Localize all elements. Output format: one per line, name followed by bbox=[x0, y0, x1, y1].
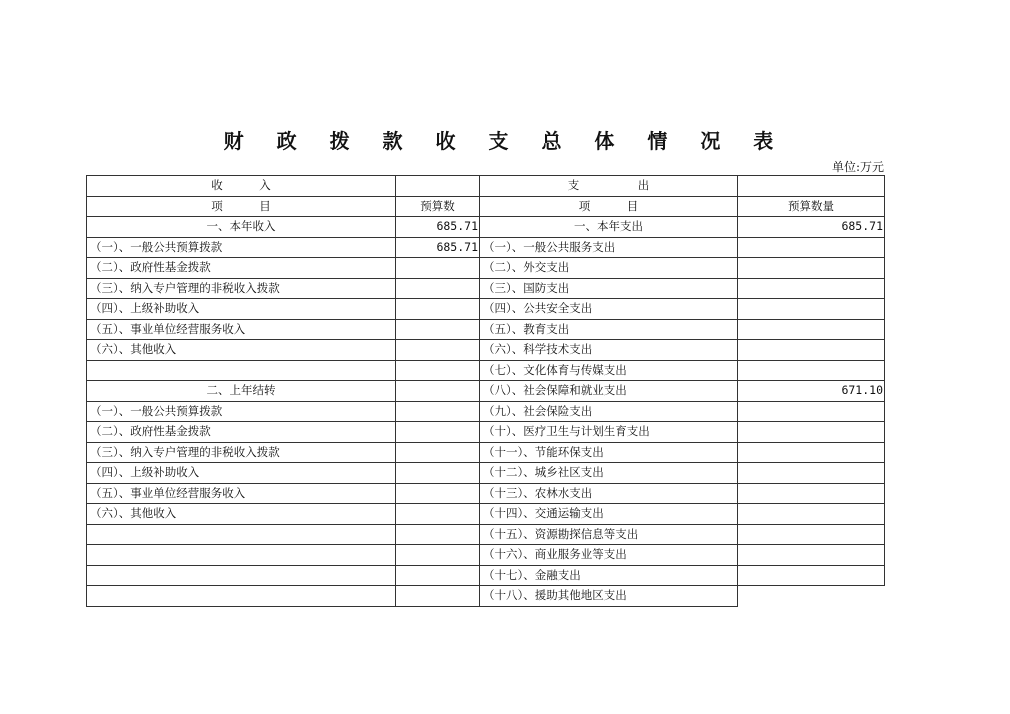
income-value-cell bbox=[396, 422, 480, 443]
expense-header-blank bbox=[738, 176, 885, 197]
income-item-cell: （一）、一般公共预算拨款 bbox=[87, 401, 396, 422]
income-item-cell bbox=[87, 586, 396, 607]
income-item-cell bbox=[87, 524, 396, 545]
table-row bbox=[87, 565, 885, 586]
expense-item-cell: （十八）、援助其他地区支出 bbox=[480, 586, 738, 607]
income-value-cell bbox=[396, 319, 480, 340]
income-item-cell: （三）、纳入专户管理的非税收入拨款 bbox=[87, 442, 396, 463]
expense-item-cell: （九）、社会保险支出 bbox=[480, 401, 738, 422]
income-item-cell: （六）、其他收入 bbox=[87, 340, 396, 361]
table-row bbox=[87, 319, 885, 340]
table-row bbox=[87, 483, 885, 504]
income-item-cell: （三）、纳入专户管理的非税收入拨款 bbox=[87, 278, 396, 299]
expense-value-cell bbox=[738, 565, 885, 586]
income-budget-header: 预算数 bbox=[396, 196, 480, 217]
income-item-cell bbox=[87, 360, 396, 381]
expense-value-cell bbox=[738, 483, 885, 504]
expense-value-cell bbox=[738, 524, 885, 545]
income-value-cell bbox=[396, 278, 480, 299]
expense-value-cell bbox=[738, 278, 885, 299]
expense-value-cell bbox=[738, 463, 885, 484]
expense-value-cell bbox=[738, 401, 885, 422]
income-value-cell bbox=[396, 442, 480, 463]
income-value-cell bbox=[396, 299, 480, 320]
expense-item-header: 项 目 bbox=[480, 196, 738, 217]
income-item-cell bbox=[87, 545, 396, 566]
expense-value-cell bbox=[738, 360, 885, 381]
expense-item-cell: （三）、国防支出 bbox=[480, 278, 738, 299]
expense-value-cell bbox=[738, 319, 885, 340]
income-value-cell bbox=[396, 504, 480, 525]
income-value-cell: 685.71 bbox=[396, 237, 480, 258]
expense-item-cell: （六）、科学技术支出 bbox=[480, 340, 738, 361]
table-row bbox=[87, 524, 885, 545]
expense-value-cell bbox=[738, 340, 885, 361]
income-item-cell: 一、本年收入 bbox=[87, 217, 396, 238]
table-row bbox=[87, 504, 885, 525]
income-value-cell bbox=[396, 360, 480, 381]
income-value-cell bbox=[396, 586, 480, 607]
expense-item-cell: 一、本年支出 bbox=[480, 217, 738, 238]
income-value-cell bbox=[396, 381, 480, 402]
income-value-cell: 685.71 bbox=[396, 217, 480, 238]
expense-item-cell: （五）、教育支出 bbox=[480, 319, 738, 340]
table-row bbox=[87, 299, 885, 320]
expense-item-cell: （十五）、资源勘探信息等支出 bbox=[480, 524, 738, 545]
table-row bbox=[87, 463, 885, 484]
income-header: 收 入 bbox=[87, 176, 396, 197]
expense-value-cell: 685.71 bbox=[738, 217, 885, 238]
income-item-header: 项 目 bbox=[87, 196, 396, 217]
expense-budget-header: 预算数量 bbox=[738, 196, 885, 217]
income-value-cell bbox=[396, 524, 480, 545]
table-row bbox=[87, 381, 885, 402]
table-row bbox=[87, 217, 885, 238]
expense-item-cell: （十七）、金融支出 bbox=[480, 565, 738, 586]
income-item-cell: （二）、政府性基金拨款 bbox=[87, 258, 396, 279]
expense-item-cell: （二）、外交支出 bbox=[480, 258, 738, 279]
income-item-cell: （四）、上级补助收入 bbox=[87, 463, 396, 484]
income-value-cell bbox=[396, 565, 480, 586]
expense-value-cell bbox=[738, 545, 885, 566]
income-value-cell bbox=[396, 258, 480, 279]
income-item-cell: 二、上年结转 bbox=[87, 381, 396, 402]
table-row bbox=[87, 340, 885, 361]
table-row bbox=[87, 545, 885, 566]
expense-value-cell bbox=[738, 422, 885, 443]
expense-item-cell: （十一）、节能环保支出 bbox=[480, 442, 738, 463]
expense-item-cell: （十）、医疗卫生与计划生育支出 bbox=[480, 422, 738, 443]
expense-header: 支 出 bbox=[480, 176, 738, 197]
income-value-cell bbox=[396, 545, 480, 566]
table-row bbox=[87, 586, 885, 607]
expense-value-cell bbox=[738, 237, 885, 258]
expense-item-cell: （十二）、城乡社区支出 bbox=[480, 463, 738, 484]
income-value-cell bbox=[396, 340, 480, 361]
expense-value-cell bbox=[738, 586, 885, 607]
table-row bbox=[87, 422, 885, 443]
table-row bbox=[87, 237, 885, 258]
income-header-blank bbox=[396, 176, 480, 197]
expense-value-cell bbox=[738, 299, 885, 320]
unit-label: 单位:万元 bbox=[831, 160, 884, 174]
income-item-cell bbox=[87, 565, 396, 586]
expense-value-cell bbox=[738, 258, 885, 279]
table-row bbox=[87, 401, 885, 422]
expense-item-cell: （七）、文化体育与传媒支出 bbox=[480, 360, 738, 381]
table-row bbox=[87, 258, 885, 279]
page-title: 财 政 拨 款 收 支 总 体 情 况 表 bbox=[223, 129, 787, 153]
header-row-2 bbox=[87, 196, 885, 217]
table-body bbox=[87, 217, 885, 607]
expense-item-cell: （四）、公共安全支出 bbox=[480, 299, 738, 320]
income-value-cell bbox=[396, 463, 480, 484]
table-row bbox=[87, 360, 885, 381]
income-item-cell: （五）、事业单位经营服务收入 bbox=[87, 319, 396, 340]
budget-table bbox=[86, 175, 885, 607]
table-row bbox=[87, 278, 885, 299]
table-row bbox=[87, 442, 885, 463]
expense-value-cell: 671.10 bbox=[738, 381, 885, 402]
expense-item-cell: （一）、一般公共服务支出 bbox=[480, 237, 738, 258]
expense-item-cell: （十四）、交通运输支出 bbox=[480, 504, 738, 525]
income-value-cell bbox=[396, 483, 480, 504]
expense-item-cell: （十六）、商业服务业等支出 bbox=[480, 545, 738, 566]
income-item-cell: （四）、上级补助收入 bbox=[87, 299, 396, 320]
income-item-cell: （二）、政府性基金拨款 bbox=[87, 422, 396, 443]
expense-value-cell bbox=[738, 442, 885, 463]
expense-item-cell: （十三）、农林水支出 bbox=[480, 483, 738, 504]
income-value-cell bbox=[396, 401, 480, 422]
income-item-cell: （五）、事业单位经营服务收入 bbox=[87, 483, 396, 504]
header-row-1 bbox=[87, 176, 885, 197]
income-item-cell: （一）、一般公共预算拨款 bbox=[87, 237, 396, 258]
expense-value-cell bbox=[738, 504, 885, 525]
income-item-cell: （六）、其他收入 bbox=[87, 504, 396, 525]
expense-item-cell: （八）、社会保障和就业支出 bbox=[480, 381, 738, 402]
